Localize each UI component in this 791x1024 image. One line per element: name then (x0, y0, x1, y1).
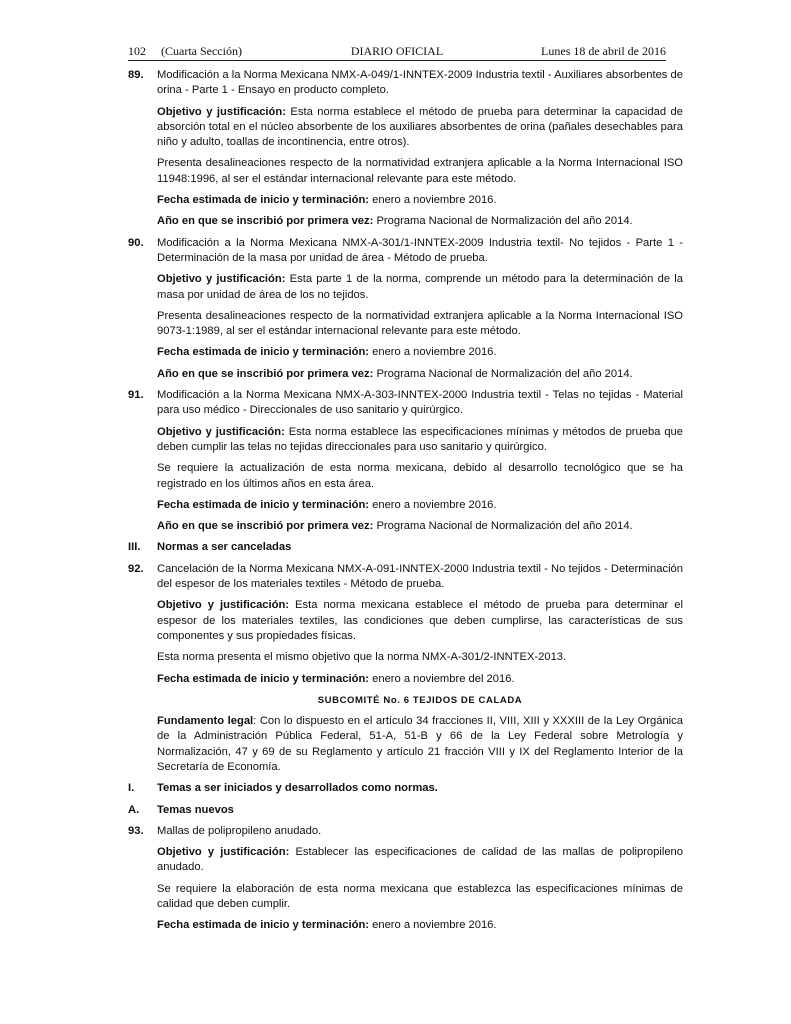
dates-text: enero a noviembre 2016. (369, 919, 497, 932)
objective-paragraph (128, 425, 683, 456)
item-92 (128, 562, 683, 593)
section-heading-iii (128, 540, 683, 555)
header-rule (128, 60, 666, 61)
note-paragraph: Esta norma presenta el mismo objetivo que la norma NMX-A-301/2-INNTEX-2013. (157, 651, 567, 664)
note-paragraph: Se requiere la actualización de esta norma mexicana, debido al desarrollo tecnológico que se ha registrado en los últimos años en esta área. (157, 462, 683, 490)
item-title: Mallas de polipropileno anudado. (157, 824, 322, 837)
year-label: Año en que se inscribió por primera vez: (157, 520, 374, 533)
objective-label: Objetivo y justificación: (157, 105, 286, 118)
section-title: Temas a ser iniciados y desarrollados como normas. (157, 782, 438, 795)
dates-paragraph (128, 498, 683, 513)
objective-text: Esta norma establece el método de prueba para determinar la capacidad de absorción total en el núcleo absorbente de los auxiliares absorbentes de orina (pañales desechables para niño y adulto, toallas de incontinencia, entre otros). (157, 105, 683, 149)
year-label: Año en que se inscribió por primera vez: (157, 215, 374, 228)
objective-label: Objetivo y justificación: (157, 599, 290, 612)
year-text: Programa Nacional de Normalización del año 2014. (373, 367, 633, 380)
item-91 (128, 388, 683, 419)
item-93 (128, 824, 683, 839)
item-title: Modificación a la Norma Mexicana NMX-A-049/1-INNTEX-2009 Industria textil - Auxiliares absorbentes de orina - Parte 1 - Ensayo en producto completo. (157, 69, 683, 97)
dates-paragraph (128, 918, 683, 933)
dates-label: Fecha estimada de inicio y terminación: (157, 346, 370, 359)
objective-text: Esta parte 1 de la norma, comprende un método para la determinación de la masa por unidad de área de los no tejidos. (157, 273, 683, 301)
item-number: 93. (128, 824, 144, 837)
legal-basis-label: Fundamento legal (157, 715, 254, 728)
year-paragraph (128, 367, 683, 382)
year-text: Programa Nacional de Normalización del año 2014. (373, 520, 633, 533)
section-number: A. (128, 803, 140, 816)
objective-label: Objetivo y justificación: (157, 273, 286, 286)
item-title: Modificación a la Norma Mexicana NMX-A-303-INNTEX-2000 Industria textil - Telas no tejidas - Material para uso médico - Direccionales de uso sanitario y quirúrgico. (157, 389, 683, 417)
dates-label: Fecha estimada de inicio y terminación: (157, 194, 370, 207)
section-title: Temas nuevos (157, 803, 234, 816)
year-label: Año en que se inscribió por primera vez: (157, 367, 374, 380)
header-publication: DIARIO OFICIAL (350, 44, 444, 58)
objective-paragraph (128, 598, 683, 644)
dates-text: enero a noviembre 2016. (369, 194, 497, 207)
objective-label: Objetivo y justificación: (157, 846, 290, 859)
section-title: Normas a ser canceladas (157, 541, 292, 554)
section-heading-a (128, 803, 683, 818)
objective-text: Esta norma mexicana establece el método de prueba para determinar el espesor de los materiales textiles, las condiciones que deben cumplirse, las características de sus componentes y sus propiedades físicas. (157, 599, 683, 642)
objective-text: Esta norma establece las especificaciones mínimas y métodos de prueba que deben cumplir las telas no tejidas direccionales para uso sanitario y quirúrgico. (157, 425, 683, 453)
dates-paragraph (128, 193, 683, 208)
document-body (128, 68, 683, 940)
item-title: Modificación a la Norma Mexicana NMX-A-301/1-INNTEX-2009 Industria textil- No tejidos - Parte 1 - Determinación de la masa por unidad de área - Método de prueba. (157, 236, 683, 264)
objective-paragraph (128, 272, 683, 303)
section-number: I. (128, 782, 135, 795)
note-paragraph: Se requiere la elaboración de esta norma mexicana que establezca las especificaciones mínimas de calidad que deben cumplir. (157, 882, 683, 911)
dates-text: enero a noviembre del 2016. (369, 672, 515, 685)
dates-paragraph (128, 672, 683, 687)
item-89 (128, 68, 683, 99)
item-number: 91. (128, 389, 144, 402)
subcommittee-heading: SUBCOMITÉ No. 6 TEJIDOS DE CALADA (317, 694, 523, 706)
legal-basis-text: : Con lo dispuesto en el artículo 34 fracciones II, VIII, XIII y XXXIII de la Ley Orgánica de la Administración Pública Federal, 51-A, 51-B y 66 de la Ley Federal sobre Metrología y Normalización, 47 y 69 de su Reglamento y artículo 21 fracción VIII y IX del Reglamento Interior de la Secretaría de Economía. (157, 715, 683, 773)
header-date: Lunes 18 de abril de 2016 (541, 44, 666, 58)
legal-basis-paragraph (128, 714, 683, 775)
dates-label: Fecha estimada de inicio y terminación: (157, 672, 370, 685)
header-page-section: 102 (Cuarta Sección) (128, 44, 242, 58)
item-number: 90. (128, 236, 144, 249)
dates-paragraph (128, 345, 683, 360)
section-heading-i (128, 781, 683, 796)
objective-paragraph (128, 105, 683, 151)
dates-text: enero a noviembre 2016. (369, 346, 497, 359)
year-paragraph (128, 519, 683, 534)
dates-text: enero a noviembre 2016. (369, 498, 497, 511)
item-90 (128, 236, 683, 267)
note-paragraph: Presenta desalineaciones respecto de la normatividad extranjera aplicable a la Norma Internacional ISO 11948:1996, al ser el estándar internacional relevante para este método. (157, 157, 683, 185)
note-paragraph: Presenta desalineaciones respecto de la normatividad extranjera aplicable a la Norma Internacional ISO 9073-1:1989, al ser el estándar internacional relevante para este método. (157, 309, 683, 338)
objective-text: Establecer las especificaciones de calidad de las mallas de polipropileno anudado. (157, 846, 683, 874)
year-paragraph (128, 214, 683, 229)
item-number: 89. (128, 69, 144, 81)
page-header (128, 44, 666, 60)
dates-label: Fecha estimada de inicio y terminación: (157, 498, 370, 511)
item-number: 92. (128, 562, 144, 575)
dates-label: Fecha estimada de inicio y terminación: (157, 919, 370, 932)
year-text: Programa Nacional de Normalización del año 2014. (373, 215, 633, 228)
item-title: Cancelación de la Norma Mexicana NMX-A-091-INNTEX-2000 Industria textil - No tejidos - Determinación del espesor de los materiales textiles - Método de prueba. (157, 562, 683, 591)
objective-paragraph (128, 845, 683, 876)
section-number: III. (128, 541, 141, 554)
objective-label: Objetivo y justificación: (157, 425, 285, 438)
